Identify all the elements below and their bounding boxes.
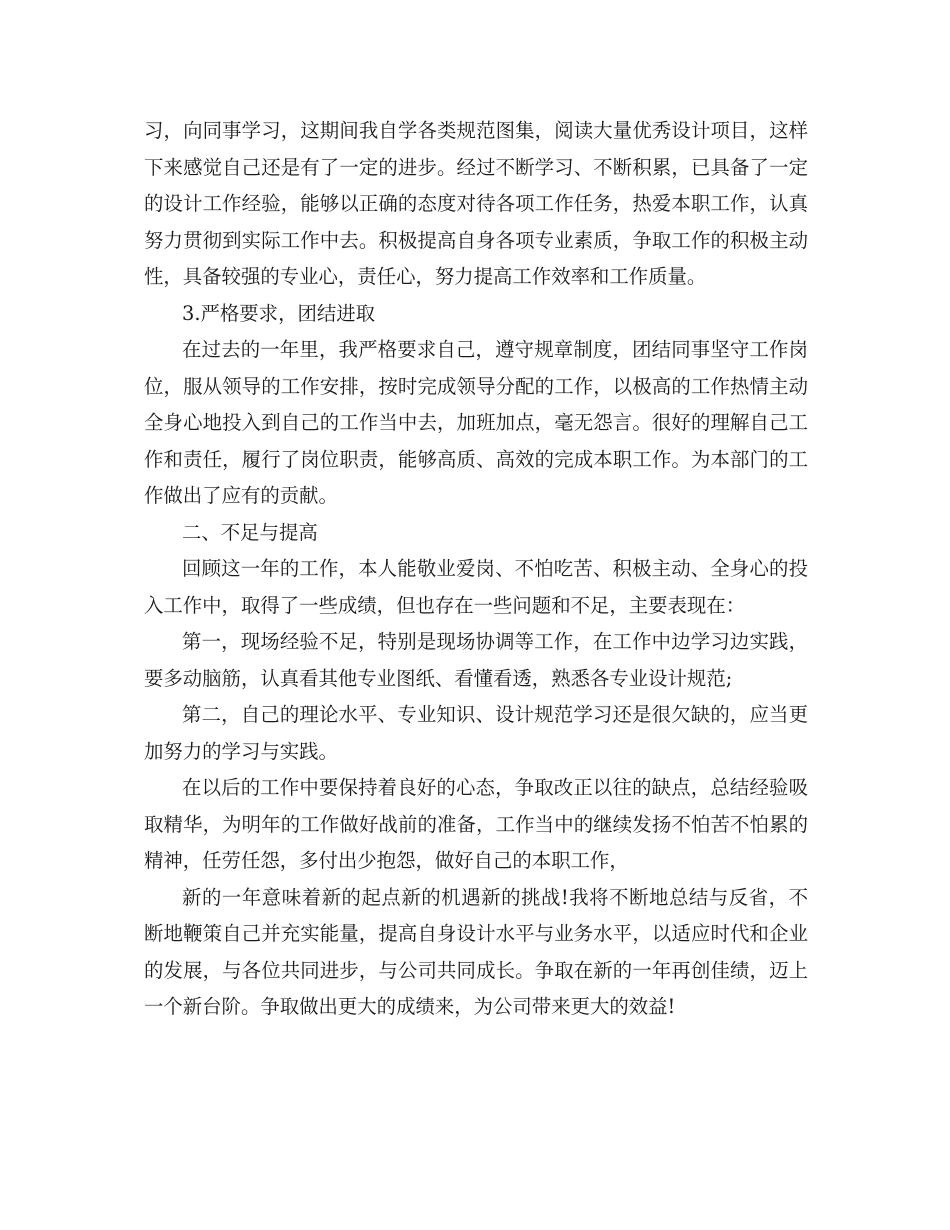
document-body bbox=[144, 113, 808, 1026]
paragraph-continued: 习，向同事学习，这期间我自学各类规范图集，阅读大量优秀设计项目，这样下来感觉自己还是有了一定的进步。经过不断学习、不断积累，已具备了一定的设计工作经验，能够以正确的态度对待各项工作任务，热爱本职工作，认真努力贯彻到实际工作中去。积极提高自身各项专业素质，争取工作的积极主动性，具备较强的专业心，责任心，努力提高工作效率和工作质量。 bbox=[144, 119, 808, 288]
paragraph-past-year: 在过去的一年里，我严格要求自己，遵守规章制度，团结同事坚守工作岗位，服从领导的工作安排，按时完成领导分配的工作，以极高的工作热情主动全身心地投入到自己的工作当中去，加班加点，毫无怨言。很好的理解自己工作和责任，履行了岗位职责，能够高质、高效的完成本职工作。为本部门的工作做出了应有的贡献。 bbox=[144, 338, 808, 507]
paragraph-review: 回顾这一年的工作，本人能敬业爱岗、不怕吃苦、积极主动、全身心的投入工作中，取得了一些成绩，但也存在一些问题和不足，主要表现在： bbox=[144, 557, 808, 617]
paragraph-new-year: 新的一年意味着新的起点新的机遇新的挑战!我将不断地总结与反省，不断地鞭策自己并充实能量，提高自身设计水平与业务水平，以适应时代和企业的发展，与各位共同进步，与公司共同成长。争取在新的一年再创佳绩，迈上一个新台阶。争取做出更大的成绩来，为公司带来更大的效益! bbox=[144, 885, 808, 1018]
section-heading-shortcomings: 二、不足与提高 bbox=[182, 520, 318, 544]
section-heading-strict-requirements: 3.严格要求，团结进取 bbox=[182, 301, 376, 325]
paragraph-future-work: 在以后的工作中要保持着良好的心态，争取改正以往的缺点，总结经验吸取精华，为明年的工作做好战前的准备，工作当中的继续发扬不怕苦不怕累的精神，任劳任怨，多付出少抱怨，做好自己的本职工作， bbox=[144, 776, 808, 872]
paragraph-second-point: 第二，自己的理论水平、专业知识、设计规范学习还是很欠缺的，应当更加努力的学习与实践。 bbox=[144, 703, 808, 763]
paragraph-first-point: 第一，现场经验不足，特别是现场协调等工作，在工作中边学习边实践，要多动脑筋，认真看其他专业图纸、看懂看透，熟悉各专业设计规范; bbox=[144, 630, 808, 690]
